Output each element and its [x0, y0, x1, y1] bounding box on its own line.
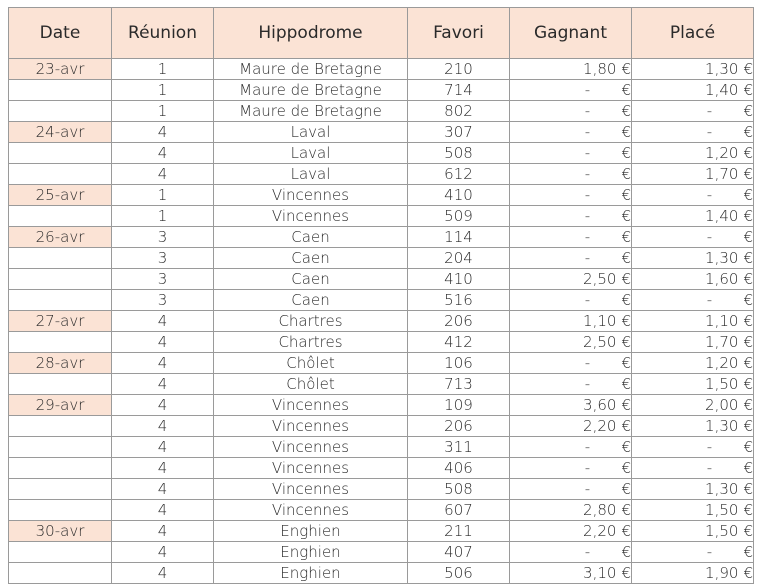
gagnant-cell[interactable]	[510, 416, 632, 437]
gagnant-cell-value: -	[584, 480, 591, 498]
reunion-cell[interactable]: 4	[112, 542, 214, 563]
place-cell-value: 1,90	[705, 564, 739, 582]
gagnant-cell-value: 2,20	[583, 417, 617, 435]
gagnant-cell-value: -	[584, 354, 591, 372]
favori-cell[interactable]: 407	[408, 542, 510, 563]
place-cell-value: 1,30	[705, 60, 739, 78]
table-row	[9, 563, 754, 584]
date-cell[interactable]	[9, 437, 112, 458]
favori-cell[interactable]: 802	[408, 101, 510, 122]
reunion-cell[interactable]: 4	[112, 521, 214, 542]
hippodrome-cell[interactable]: Maure de Bretagne	[214, 101, 408, 122]
gagnant-cell-value: -	[584, 375, 591, 393]
table-row	[9, 290, 754, 311]
favori-cell[interactable]: 114	[408, 227, 510, 248]
favori-cell[interactable]: 612	[408, 164, 510, 185]
gagnant-cell[interactable]	[510, 59, 632, 80]
date-cell[interactable]	[9, 290, 112, 311]
euro-symbol: €	[621, 270, 631, 288]
euro-symbol: €	[743, 270, 753, 288]
hippodrome-cell[interactable]: Maure de Bretagne	[214, 59, 408, 80]
euro-symbol: €	[621, 564, 631, 582]
gagnant-cell-value: -	[584, 144, 591, 162]
table-row	[9, 101, 754, 122]
reunion-cell[interactable]: 4	[112, 563, 214, 584]
hippodrome-cell[interactable]: Vincennes	[214, 416, 408, 437]
favori-cell[interactable]: 516	[408, 290, 510, 311]
favori-cell[interactable]: 410	[408, 185, 510, 206]
date-cell[interactable]	[9, 500, 112, 521]
place-cell-value: -	[706, 123, 713, 141]
hippodrome-cell[interactable]: Caen	[214, 248, 408, 269]
gagnant-cell-value: 2,80	[583, 501, 617, 519]
place-cell[interactable]	[632, 521, 754, 542]
favori-cell[interactable]: 506	[408, 563, 510, 584]
hippodrome-cell[interactable]: Chôlet	[214, 374, 408, 395]
gagnant-cell[interactable]	[510, 269, 632, 290]
gagnant-cell[interactable]	[510, 122, 632, 143]
place-cell[interactable]	[632, 374, 754, 395]
favori-cell[interactable]: 206	[408, 311, 510, 332]
gagnant-cell-value: -	[584, 543, 591, 561]
hippodrome-cell[interactable]: Caen	[214, 290, 408, 311]
gagnant-cell[interactable]	[510, 311, 632, 332]
gagnant-cell[interactable]	[510, 101, 632, 122]
euro-symbol: €	[621, 291, 631, 309]
gagnant-cell[interactable]	[510, 521, 632, 542]
euro-symbol: €	[743, 144, 753, 162]
hippodrome-cell[interactable]: Laval	[214, 122, 408, 143]
euro-symbol: €	[743, 249, 753, 267]
place-cell[interactable]	[632, 437, 754, 458]
favori-cell[interactable]: 714	[408, 80, 510, 101]
date-cell[interactable]	[9, 416, 112, 437]
gagnant-cell[interactable]	[510, 437, 632, 458]
place-cell-value: 1,50	[705, 375, 739, 393]
place-cell-value: -	[706, 291, 713, 309]
header-reunion[interactable]: Réunion	[112, 8, 214, 59]
place-cell[interactable]	[632, 206, 754, 227]
gagnant-cell-value: -	[584, 207, 591, 225]
reunion-cell[interactable]: 4	[112, 437, 214, 458]
reunion-cell[interactable]: 4	[112, 479, 214, 500]
place-cell[interactable]	[632, 59, 754, 80]
hippodrome-cell[interactable]: Enghien	[214, 563, 408, 584]
euro-symbol: €	[743, 375, 753, 393]
reunion-cell[interactable]: 4	[112, 311, 214, 332]
date-cell[interactable]: 24-avr	[9, 122, 112, 143]
reunion-cell[interactable]: 3	[112, 290, 214, 311]
gagnant-cell-value: -	[584, 165, 591, 183]
favori-cell[interactable]: 607	[408, 500, 510, 521]
euro-symbol: €	[743, 480, 753, 498]
euro-symbol: €	[621, 333, 631, 351]
favori-cell[interactable]: 713	[408, 374, 510, 395]
place-cell[interactable]	[632, 227, 754, 248]
results-table	[8, 7, 754, 584]
gagnant-cell[interactable]	[510, 395, 632, 416]
date-cell[interactable]	[9, 374, 112, 395]
table-row	[9, 143, 754, 164]
favori-cell[interactable]: 509	[408, 206, 510, 227]
hippodrome-cell[interactable]: Vincennes	[214, 437, 408, 458]
gagnant-cell[interactable]	[510, 542, 632, 563]
place-cell-value: 1,30	[705, 249, 739, 267]
table-body	[9, 59, 754, 584]
gagnant-cell[interactable]	[510, 353, 632, 374]
table-row	[9, 227, 754, 248]
table-row	[9, 122, 754, 143]
header-hippodrome[interactable]: Hippodrome	[214, 8, 408, 59]
gagnant-cell[interactable]	[510, 374, 632, 395]
place-cell-value: 1,50	[705, 522, 739, 540]
header-gagnant[interactable]: Gagnant	[510, 8, 632, 59]
favori-cell[interactable]: 311	[408, 437, 510, 458]
euro-symbol: €	[621, 102, 631, 120]
table-row	[9, 80, 754, 101]
gagnant-cell-value: 1,10	[583, 312, 617, 330]
euro-symbol: €	[743, 417, 753, 435]
favori-cell[interactable]: 307	[408, 122, 510, 143]
gagnant-cell[interactable]	[510, 458, 632, 479]
place-cell-value: 1,70	[705, 165, 739, 183]
header-place[interactable]: Placé	[632, 8, 754, 59]
reunion-cell[interactable]: 4	[112, 332, 214, 353]
date-cell[interactable]: 23-avr	[9, 59, 112, 80]
reunion-cell[interactable]: 3	[112, 269, 214, 290]
reunion-cell[interactable]: 1	[112, 206, 214, 227]
hippodrome-cell[interactable]: Caen	[214, 227, 408, 248]
gagnant-cell-value: 2,50	[583, 270, 617, 288]
hippodrome-cell[interactable]: Chartres	[214, 332, 408, 353]
reunion-cell[interactable]: 1	[112, 185, 214, 206]
gagnant-cell[interactable]	[510, 206, 632, 227]
date-cell[interactable]: 26-avr	[9, 227, 112, 248]
table-row	[9, 479, 754, 500]
place-cell-value: 2,00	[705, 396, 739, 414]
hippodrome-cell[interactable]: Vincennes	[214, 395, 408, 416]
table-row	[9, 542, 754, 563]
euro-symbol: €	[743, 165, 753, 183]
table-row	[9, 416, 754, 437]
place-cell[interactable]	[632, 80, 754, 101]
place-cell[interactable]	[632, 542, 754, 563]
euro-symbol: €	[621, 249, 631, 267]
place-cell[interactable]	[632, 458, 754, 479]
date-cell[interactable]: 29-avr	[9, 395, 112, 416]
hippodrome-cell[interactable]: Chôlet	[214, 353, 408, 374]
reunion-cell[interactable]: 1	[112, 59, 214, 80]
place-cell-value: 1,40	[705, 81, 739, 99]
place-cell[interactable]	[632, 395, 754, 416]
table-row	[9, 248, 754, 269]
euro-symbol: €	[621, 144, 631, 162]
gagnant-cell-value: -	[584, 102, 591, 120]
header-favori[interactable]: Favori	[408, 8, 510, 59]
gagnant-cell[interactable]	[510, 332, 632, 353]
gagnant-cell[interactable]	[510, 479, 632, 500]
date-cell[interactable]: 30-avr	[9, 521, 112, 542]
euro-symbol: €	[621, 207, 631, 225]
favori-cell[interactable]: 406	[408, 458, 510, 479]
euro-symbol: €	[621, 543, 631, 561]
place-cell-value: 1,30	[705, 480, 739, 498]
favori-cell[interactable]: 206	[408, 416, 510, 437]
gagnant-cell[interactable]	[510, 185, 632, 206]
place-cell-value: 1,70	[705, 333, 739, 351]
euro-symbol: €	[743, 291, 753, 309]
date-cell[interactable]	[9, 80, 112, 101]
euro-symbol: €	[743, 123, 753, 141]
place-cell-value: 1,60	[705, 270, 739, 288]
euro-symbol: €	[743, 522, 753, 540]
table-row	[9, 437, 754, 458]
table-row	[9, 185, 754, 206]
reunion-cell[interactable]: 4	[112, 353, 214, 374]
hippodrome-cell[interactable]: Vincennes	[214, 479, 408, 500]
date-cell[interactable]	[9, 101, 112, 122]
gagnant-cell[interactable]	[510, 248, 632, 269]
table-row	[9, 206, 754, 227]
place-cell[interactable]	[632, 332, 754, 353]
favori-cell[interactable]: 412	[408, 332, 510, 353]
gagnant-cell-value: -	[584, 438, 591, 456]
reunion-cell[interactable]: 4	[112, 122, 214, 143]
hippodrome-cell[interactable]: Vincennes	[214, 185, 408, 206]
table-row	[9, 269, 754, 290]
gagnant-cell[interactable]	[510, 143, 632, 164]
euro-symbol: €	[621, 123, 631, 141]
date-cell[interactable]: 28-avr	[9, 353, 112, 374]
table-row	[9, 521, 754, 542]
euro-symbol: €	[743, 543, 753, 561]
date-cell[interactable]	[9, 563, 112, 584]
date-cell[interactable]	[9, 248, 112, 269]
reunion-cell[interactable]: 4	[112, 143, 214, 164]
favori-cell[interactable]: 210	[408, 59, 510, 80]
favori-cell[interactable]: 508	[408, 143, 510, 164]
reunion-cell[interactable]: 3	[112, 248, 214, 269]
gagnant-cell-value: 3,10	[583, 564, 617, 582]
euro-symbol: €	[621, 354, 631, 372]
place-cell[interactable]	[632, 353, 754, 374]
gagnant-cell[interactable]	[510, 500, 632, 521]
place-cell-value: -	[706, 102, 713, 120]
header-row	[9, 8, 754, 59]
place-cell[interactable]	[632, 185, 754, 206]
gagnant-cell[interactable]	[510, 563, 632, 584]
euro-symbol: €	[621, 480, 631, 498]
gagnant-cell-value: 2,20	[583, 522, 617, 540]
reunion-cell[interactable]: 3	[112, 227, 214, 248]
reunion-cell[interactable]: 4	[112, 164, 214, 185]
place-cell-value: -	[706, 186, 713, 204]
euro-symbol: €	[743, 396, 753, 414]
place-cell-value: 1,10	[705, 312, 739, 330]
place-cell[interactable]	[632, 311, 754, 332]
hippodrome-cell[interactable]: Enghien	[214, 542, 408, 563]
euro-symbol: €	[621, 375, 631, 393]
euro-symbol: €	[621, 417, 631, 435]
date-cell[interactable]	[9, 542, 112, 563]
place-cell-value: -	[706, 543, 713, 561]
table-row	[9, 59, 754, 80]
place-cell[interactable]	[632, 563, 754, 584]
place-cell-value: 1,20	[705, 354, 739, 372]
euro-symbol: €	[621, 60, 631, 78]
reunion-cell[interactable]: 4	[112, 416, 214, 437]
euro-symbol: €	[743, 81, 753, 99]
euro-symbol: €	[621, 501, 631, 519]
gagnant-cell-value: 2,50	[583, 333, 617, 351]
table-row	[9, 311, 754, 332]
gagnant-cell-value: 3,60	[583, 396, 617, 414]
euro-symbol: €	[621, 312, 631, 330]
reunion-cell[interactable]: 4	[112, 395, 214, 416]
date-cell[interactable]	[9, 479, 112, 500]
euro-symbol: €	[621, 165, 631, 183]
date-cell[interactable]	[9, 269, 112, 290]
euro-symbol: €	[743, 207, 753, 225]
table-row	[9, 500, 754, 521]
place-cell[interactable]	[632, 500, 754, 521]
place-cell[interactable]	[632, 290, 754, 311]
reunion-cell[interactable]: 4	[112, 500, 214, 521]
table-row	[9, 458, 754, 479]
favori-cell[interactable]: 106	[408, 353, 510, 374]
gagnant-cell-value: -	[584, 123, 591, 141]
gagnant-cell[interactable]	[510, 80, 632, 101]
table-row	[9, 332, 754, 353]
place-cell[interactable]	[632, 248, 754, 269]
date-cell[interactable]: 25-avr	[9, 185, 112, 206]
euro-symbol: €	[743, 228, 753, 246]
hippodrome-cell[interactable]: Chartres	[214, 311, 408, 332]
hippodrome-cell[interactable]: Maure de Bretagne	[214, 80, 408, 101]
place-cell-value: 1,40	[705, 207, 739, 225]
place-cell-value: -	[706, 459, 713, 477]
euro-symbol: €	[743, 438, 753, 456]
favori-cell[interactable]: 410	[408, 269, 510, 290]
place-cell-value: 1,50	[705, 501, 739, 519]
euro-symbol: €	[621, 522, 631, 540]
euro-symbol: €	[743, 312, 753, 330]
gagnant-cell-value: -	[584, 186, 591, 204]
euro-symbol: €	[743, 333, 753, 351]
reunion-cell[interactable]: 4	[112, 374, 214, 395]
place-cell[interactable]	[632, 479, 754, 500]
table-row	[9, 353, 754, 374]
place-cell-value: -	[706, 228, 713, 246]
hippodrome-cell[interactable]: Vincennes	[214, 206, 408, 227]
gagnant-cell-value: -	[584, 81, 591, 99]
date-cell[interactable]	[9, 206, 112, 227]
place-cell[interactable]	[632, 101, 754, 122]
place-cell-value: -	[706, 438, 713, 456]
euro-symbol: €	[743, 459, 753, 477]
place-cell-value: 1,20	[705, 144, 739, 162]
euro-symbol: €	[621, 186, 631, 204]
gagnant-cell[interactable]	[510, 290, 632, 311]
euro-symbol: €	[743, 501, 753, 519]
place-cell[interactable]	[632, 143, 754, 164]
euro-symbol: €	[743, 102, 753, 120]
euro-symbol: €	[621, 396, 631, 414]
gagnant-cell[interactable]	[510, 227, 632, 248]
reunion-cell[interactable]: 1	[112, 101, 214, 122]
hippodrome-cell[interactable]: Enghien	[214, 521, 408, 542]
euro-symbol: €	[621, 438, 631, 456]
euro-symbol: €	[743, 354, 753, 372]
hippodrome-cell[interactable]: Caen	[214, 269, 408, 290]
table-row	[9, 374, 754, 395]
reunion-cell[interactable]: 4	[112, 458, 214, 479]
hippodrome-cell[interactable]: Laval	[214, 143, 408, 164]
euro-symbol: €	[621, 228, 631, 246]
date-cell[interactable]	[9, 143, 112, 164]
place-cell[interactable]	[632, 164, 754, 185]
table-row	[9, 395, 754, 416]
euro-symbol: €	[743, 564, 753, 582]
table-row	[9, 164, 754, 185]
gagnant-cell-value: -	[584, 459, 591, 477]
euro-symbol: €	[621, 459, 631, 477]
date-cell[interactable]: 27-avr	[9, 311, 112, 332]
gagnant-cell-value: 1,80	[583, 60, 617, 78]
date-cell[interactable]	[9, 332, 112, 353]
favori-cell[interactable]: 211	[408, 521, 510, 542]
favori-cell[interactable]: 508	[408, 479, 510, 500]
gagnant-cell-value: -	[584, 228, 591, 246]
favori-cell[interactable]: 109	[408, 395, 510, 416]
date-cell[interactable]	[9, 164, 112, 185]
place-cell[interactable]	[632, 269, 754, 290]
hippodrome-cell[interactable]: Vincennes	[214, 458, 408, 479]
hippodrome-cell[interactable]: Laval	[214, 164, 408, 185]
gagnant-cell-value: -	[584, 249, 591, 267]
gagnant-cell-value: -	[584, 291, 591, 309]
reunion-cell[interactable]: 1	[112, 80, 214, 101]
place-cell-value: 1,30	[705, 417, 739, 435]
euro-symbol: €	[621, 81, 631, 99]
date-cell[interactable]	[9, 458, 112, 479]
euro-symbol: €	[743, 186, 753, 204]
place-cell[interactable]	[632, 122, 754, 143]
gagnant-cell[interactable]	[510, 164, 632, 185]
favori-cell[interactable]: 204	[408, 248, 510, 269]
hippodrome-cell[interactable]: Vincennes	[214, 500, 408, 521]
header-date[interactable]: Date	[9, 8, 112, 59]
place-cell[interactable]	[632, 416, 754, 437]
euro-symbol: €	[743, 60, 753, 78]
